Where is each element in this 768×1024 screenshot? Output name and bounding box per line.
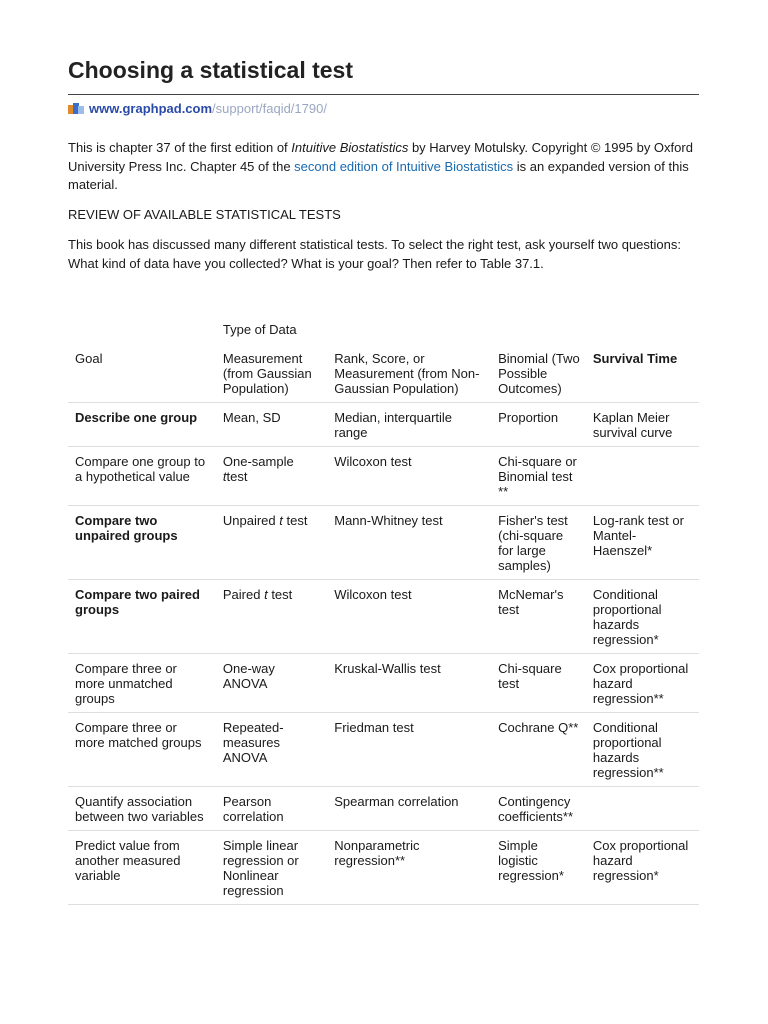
row-binomial: Proportion — [491, 403, 586, 447]
intro-paragraph: This is chapter 37 of the first edition of Intuitive Biostatistics by Harvey Motulsky. Copyright © 1995 by Oxford University Press Inc. Chapter 45 of the second edition of Intuitive Biostatistics is an expanded version of this material. — [68, 140, 693, 192]
table-row — [68, 831, 699, 905]
row-measurement: Simple linear regression or Nonlinear regression — [216, 831, 327, 905]
header-survival: Survival Time — [586, 343, 699, 403]
row-survival — [586, 447, 699, 506]
statistical-tests-table — [68, 315, 699, 905]
table-row — [68, 403, 699, 447]
row-survival: Conditional proportional hazards regression* — [586, 580, 699, 654]
row-goal: Compare three or more matched groups — [68, 713, 216, 787]
table-header-row — [68, 343, 699, 403]
table-row — [68, 447, 699, 506]
second-edition-link[interactable]: second edition of Intuitive Biostatistics — [294, 158, 514, 174]
row-goal: Compare three or more unmatched groups — [68, 654, 216, 713]
row-measurement: One-way ANOVA — [216, 654, 327, 713]
section-heading: REVIEW OF AVAILABLE STATISTICAL TESTS — [68, 207, 341, 222]
row-goal: Quantify association between two variables — [68, 787, 216, 831]
source-link[interactable] — [68, 101, 327, 116]
row-goal: Compare one group to a hypothetical value — [68, 447, 216, 506]
row-survival — [586, 787, 699, 831]
row-binomial: Chi-square test — [491, 654, 586, 713]
header-measurement: Measurement (from Gaussian Population) — [216, 343, 327, 403]
row-survival: Kaplan Meier survival curve — [586, 403, 699, 447]
row-goal: Describe one group — [68, 403, 216, 447]
row-goal: Compare two paired groups — [68, 580, 216, 654]
row-binomial: Contingency coefficients** — [491, 787, 586, 831]
section-paragraph: This book has discussed many different statistical tests. To select the right test, ask yourself two questions: What kind of data have you collected? What is your goal? Then refer to Table 37.1. — [68, 237, 681, 271]
row-goal: Compare two unpaired groups — [68, 506, 216, 580]
row-rank: Wilcoxon test — [327, 580, 491, 654]
row-measurement: Repeated-measures ANOVA — [216, 713, 327, 787]
header-rank: Rank, Score, or Measurement (from Non- Gaussian Population) — [327, 343, 491, 403]
row-binomial: McNemar's test — [491, 580, 586, 654]
row-rank: Spearman correlation — [327, 787, 491, 831]
row-binomial: Simple logistic regression* — [491, 831, 586, 905]
header-binomial: Binomial (Two Possible Outcomes) — [491, 343, 586, 403]
row-measurement: Paired t test — [216, 580, 327, 654]
row-rank: Nonparametric regression** — [327, 831, 491, 905]
table-row — [68, 713, 699, 787]
row-survival: Cox proportional hazard regression** — [586, 654, 699, 713]
row-survival: Conditional proportional hazards regression** — [586, 713, 699, 787]
title-divider — [68, 94, 699, 95]
table-type-row — [68, 315, 699, 343]
row-measurement: Mean, SD — [216, 403, 327, 447]
table-row — [68, 506, 699, 580]
page-title: Choosing a statistical test — [68, 57, 354, 83]
table-row — [68, 580, 699, 654]
row-binomial: Fisher's test (chi-square for large samples) — [491, 506, 586, 580]
source-domain[interactable]: www.graphpad.com — [89, 101, 213, 116]
book-title: Intuitive Biostatistics — [291, 140, 409, 155]
row-measurement: Pearson correlation — [216, 787, 327, 831]
row-rank: Kruskal-Wallis test — [327, 654, 491, 713]
row-survival: Log-rank test or Mantel-Haenszel* — [586, 506, 699, 580]
source-path[interactable]: /support/faqid/1790/ — [212, 101, 327, 116]
row-binomial: Chi-square or Binomial test ** — [491, 447, 586, 506]
row-rank: Median, interquartile range — [327, 403, 491, 447]
row-measurement: One-sample ttest — [216, 447, 327, 506]
table-row — [68, 654, 699, 713]
row-goal: Predict value from another measured variable — [68, 831, 216, 905]
row-rank: Mann-Whitney test — [327, 506, 491, 580]
table-row — [68, 787, 699, 831]
type-of-data-label: Type of Data — [222, 322, 297, 337]
graphpad-logo-icon — [68, 102, 86, 116]
row-survival: Cox proportional hazard regression* — [586, 831, 699, 905]
header-goal: Goal — [68, 343, 216, 403]
row-rank: Friedman test — [327, 713, 491, 787]
row-rank: Wilcoxon test — [327, 447, 491, 506]
row-measurement: Unpaired t test — [216, 506, 327, 580]
row-binomial: Cochrane Q** — [491, 713, 586, 787]
